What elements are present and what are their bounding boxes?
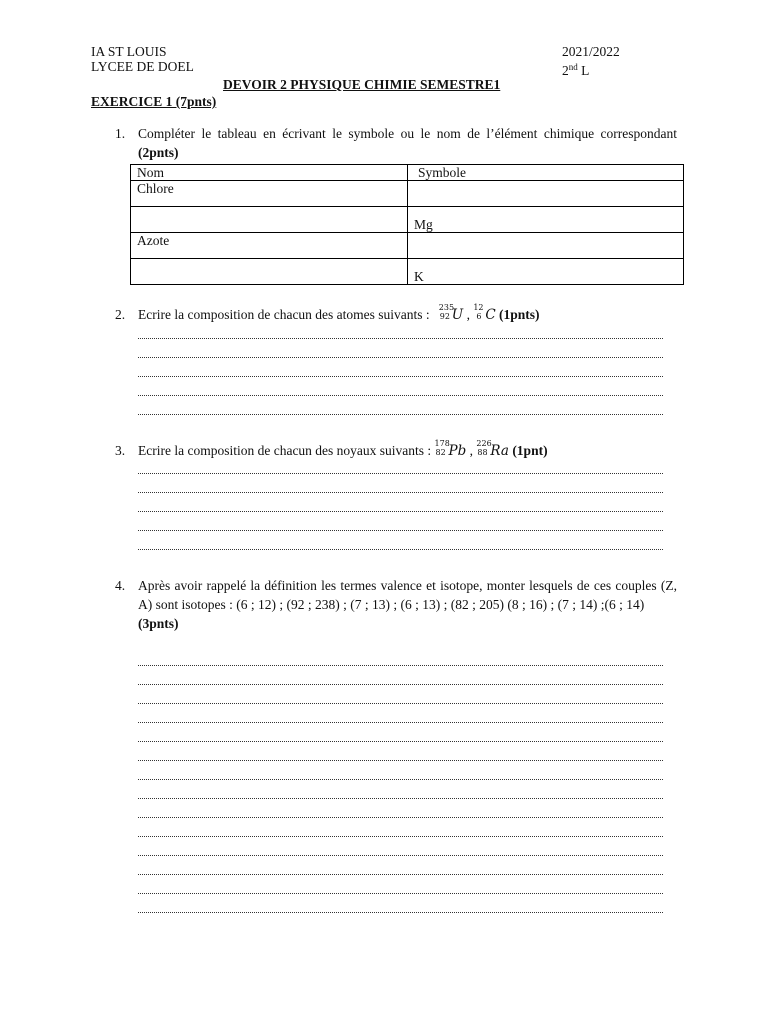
- class-letter: L: [577, 63, 590, 78]
- table-row: [131, 259, 684, 285]
- answer-line[interactable]: [138, 529, 663, 531]
- question-2: [115, 305, 677, 325]
- exercise-title: EXERCICE 1 (7pnts): [91, 94, 217, 109]
- answer-line[interactable]: [138, 778, 663, 780]
- answer-line[interactable]: [138, 854, 663, 856]
- answer-line[interactable]: [138, 664, 663, 666]
- answer-line[interactable]: [138, 797, 663, 799]
- answer-line[interactable]: [138, 356, 663, 358]
- question-number: 4.: [115, 578, 126, 593]
- answer-line[interactable]: [138, 375, 663, 377]
- element-table: [130, 164, 684, 285]
- table-cell-name: Azote: [131, 233, 408, 259]
- table-cell-name[interactable]: [131, 259, 408, 285]
- table-header-symbole: Symbole: [408, 165, 684, 181]
- table-cell-name: Chlore: [131, 181, 408, 207]
- answer-line[interactable]: [138, 740, 663, 742]
- nuclide-carbon: C 12 6: [473, 303, 496, 323]
- answer-line[interactable]: [138, 702, 663, 704]
- table-cell-symbol[interactable]: [408, 181, 684, 207]
- exam-title: DEVOIR 2 PHYSIQUE CHIMIE SEMESTRE1: [223, 77, 501, 92]
- answer-line[interactable]: [138, 337, 663, 339]
- school-name: IA ST LOUIS: [91, 44, 167, 59]
- table-header-row: [131, 165, 684, 181]
- answer-line[interactable]: [138, 873, 663, 875]
- question-points: (3pnts): [138, 616, 179, 631]
- question-4: [115, 576, 677, 633]
- school-year: 2021/2022: [562, 44, 620, 59]
- table-row: [131, 233, 684, 259]
- answer-line[interactable]: [138, 683, 663, 685]
- answer-line[interactable]: [138, 413, 663, 415]
- question-text: Ecrire la composition de chacun des atomes suivants : U 235 92 , C 12 6 (1pnts): [138, 303, 540, 323]
- table-cell-symbol: Mg: [408, 207, 684, 233]
- nuclide-lead: Pb 178 82: [434, 439, 467, 459]
- question-1: [115, 124, 677, 162]
- question-points: (2pnts): [138, 145, 179, 160]
- nuclide-radium: Ra 226 88: [476, 439, 509, 459]
- answer-line[interactable]: [138, 721, 663, 723]
- answer-line[interactable]: [138, 510, 663, 512]
- table-row: [131, 207, 684, 233]
- answer-line[interactable]: [138, 491, 663, 493]
- answer-line[interactable]: [138, 835, 663, 837]
- question-points: (1pnt): [512, 443, 548, 458]
- table-row: [131, 181, 684, 207]
- question-text: Après avoir rappelé la définition les termes valence et isotope, monter lesquels de ces couples (Z, A) sont isotopes : (6 ; 12) ; (92 ; 238) ; (7 ; 13) ; (6 ; 13) ; (82 ; 205) (8 ; 16) ; (7 ; 14) ;(6 ; 14): [138, 578, 677, 612]
- class-level: [562, 59, 589, 79]
- question-points: (1pnts): [499, 307, 540, 322]
- answer-line[interactable]: [138, 472, 663, 474]
- table-header-nom: Nom: [131, 165, 408, 181]
- question-number: 2.: [115, 307, 126, 322]
- question-3: [115, 441, 677, 461]
- nuclide-uranium: U 235 92: [438, 303, 464, 323]
- answer-line[interactable]: [138, 759, 663, 761]
- class-number: 2: [562, 63, 569, 78]
- answer-line[interactable]: [138, 892, 663, 894]
- answer-line[interactable]: [138, 548, 663, 550]
- answer-line[interactable]: [138, 816, 663, 818]
- question-text: Ecrire la composition de chacun des noyaux suivants : Pb 178 82 , Ra 226 88 (1pnt): [138, 439, 548, 459]
- question-number: 1.: [115, 126, 126, 141]
- answer-line[interactable]: [138, 394, 663, 396]
- question-number: 3.: [115, 443, 126, 458]
- table-cell-name[interactable]: [131, 207, 408, 233]
- table-cell-symbol[interactable]: [408, 233, 684, 259]
- table-cell-symbol: K: [408, 259, 684, 285]
- question-text: Compléter le tableau en écrivant le symbole ou le nom de l’élément chimique correspondant (2pnts): [138, 126, 677, 160]
- answer-line[interactable]: [138, 911, 663, 913]
- lycee-name: LYCEE DE DOEL: [91, 59, 194, 74]
- class-superscript: nd: [568, 62, 578, 72]
